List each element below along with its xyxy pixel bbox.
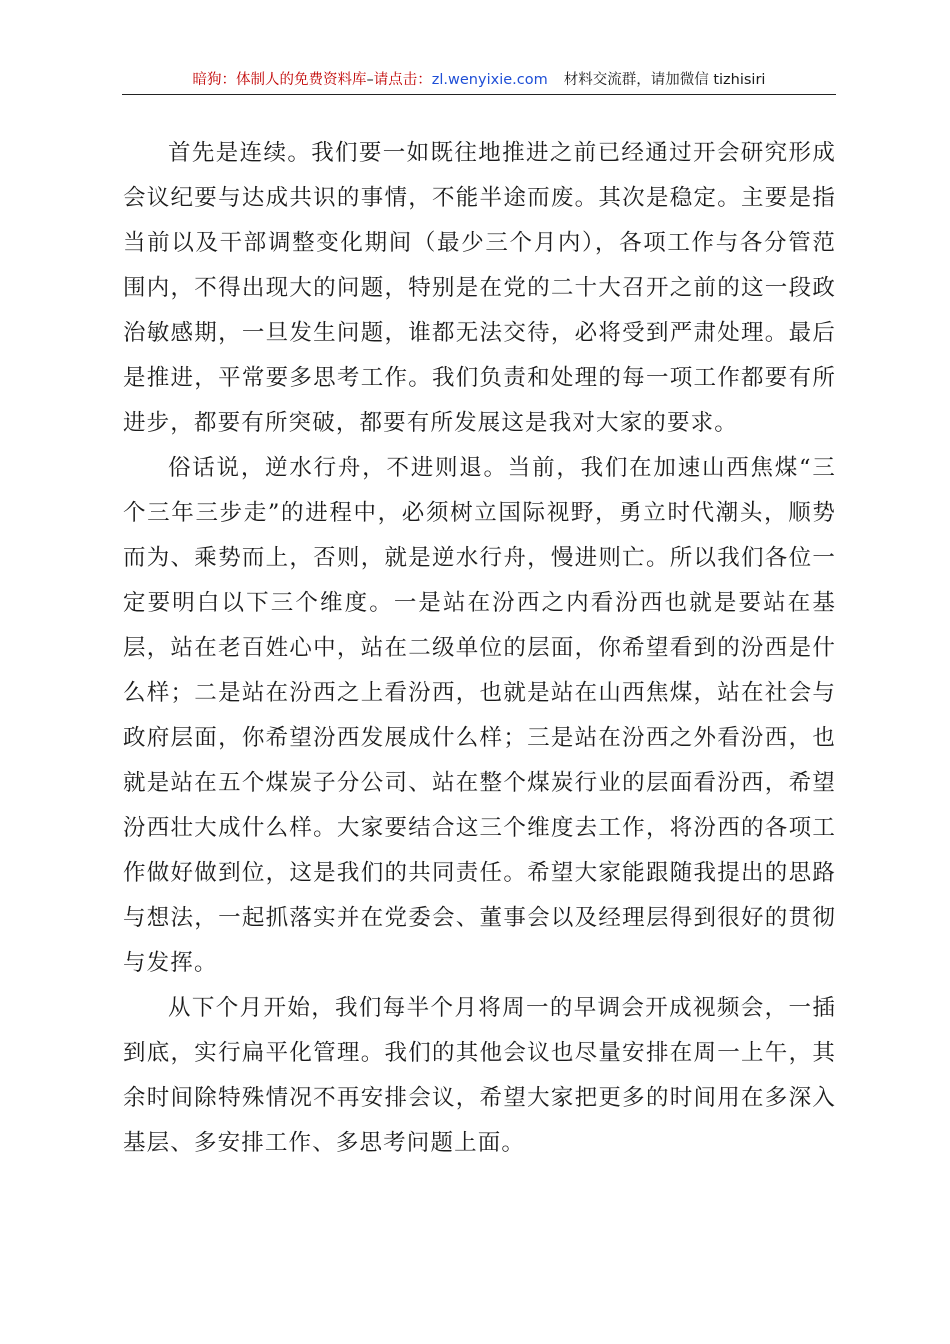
header-brand: 暗狗：体制人的免费资料库 [192, 72, 367, 88]
header-prompt: 请点击： [373, 72, 432, 88]
header-url-link[interactable]: zl.wenyixie.com [431, 72, 548, 88]
document-body [123, 131, 836, 1166]
paragraph: 从下个月开始，我们每半个月将周一的早调会开成视频会，一插到底，实行扁平化管理。我们的其他会议也尽量安排在周一上午，其余时间除特殊情况不再安排会议，希望大家把更多的时间用在多深入基层、多安排工作、多思考问题上面。 [123, 995, 836, 1156]
header-group-note: 材料交流群，请加微信 tizhisiri [563, 72, 766, 88]
header-separator: – [366, 72, 374, 88]
paragraph: 首先是连续。我们要一如既往地推进之前已经通过开会研究形成会议纪要与达成共识的事情，不能半途而废。其次是稳定。主要是指当前以及干部调整变化期间（最少三个月内），各项工作与各分管范围内，不得出现大的问题，特别是在党的二十大召开之前的这一段政治敏感期，一旦发生问题，谁都无法交待，必将受到严肃处理。最后是推进，平常要多思考工作。我们负责和处理的每一项工作都要有所进步，都要有所突破，都要有所发展这是我对大家的要求。 [123, 140, 836, 436]
paragraph: 俗话说，逆水行舟，不进则退。当前，我们在加速山西焦煤“三个三年三步走”的进程中，必须树立国际视野，勇立时代潮头，顺势而为、乘势而上，否则，就是逆水行舟，慢进则亡。所以我们各位一定要明白以下三个维度。一是站在汾西之内看汾西也就是要站在基层，站在老百姓心中，站在二级单位的层面，你希望看到的汾西是什么样；二是站在汾西之上看汾西，也就是站在山西焦煤，站在社会与政府层面，你希望汾西发展成什么样；三是站在汾西之外看汾西，也就是站在五个煤炭子分公司、站在整个煤炭行业的层面看汾西，希望汾西壮大成什么样。大家要结合这三个维度去工作，将汾西的各项工作做好做到位，这是我们的共同责任。希望大家能跟随我提出的思路与想法，一起抓落实并在党委会、董事会以及经理层得到很好的贯彻与发挥。 [123, 455, 836, 976]
page-header [122, 70, 836, 95]
